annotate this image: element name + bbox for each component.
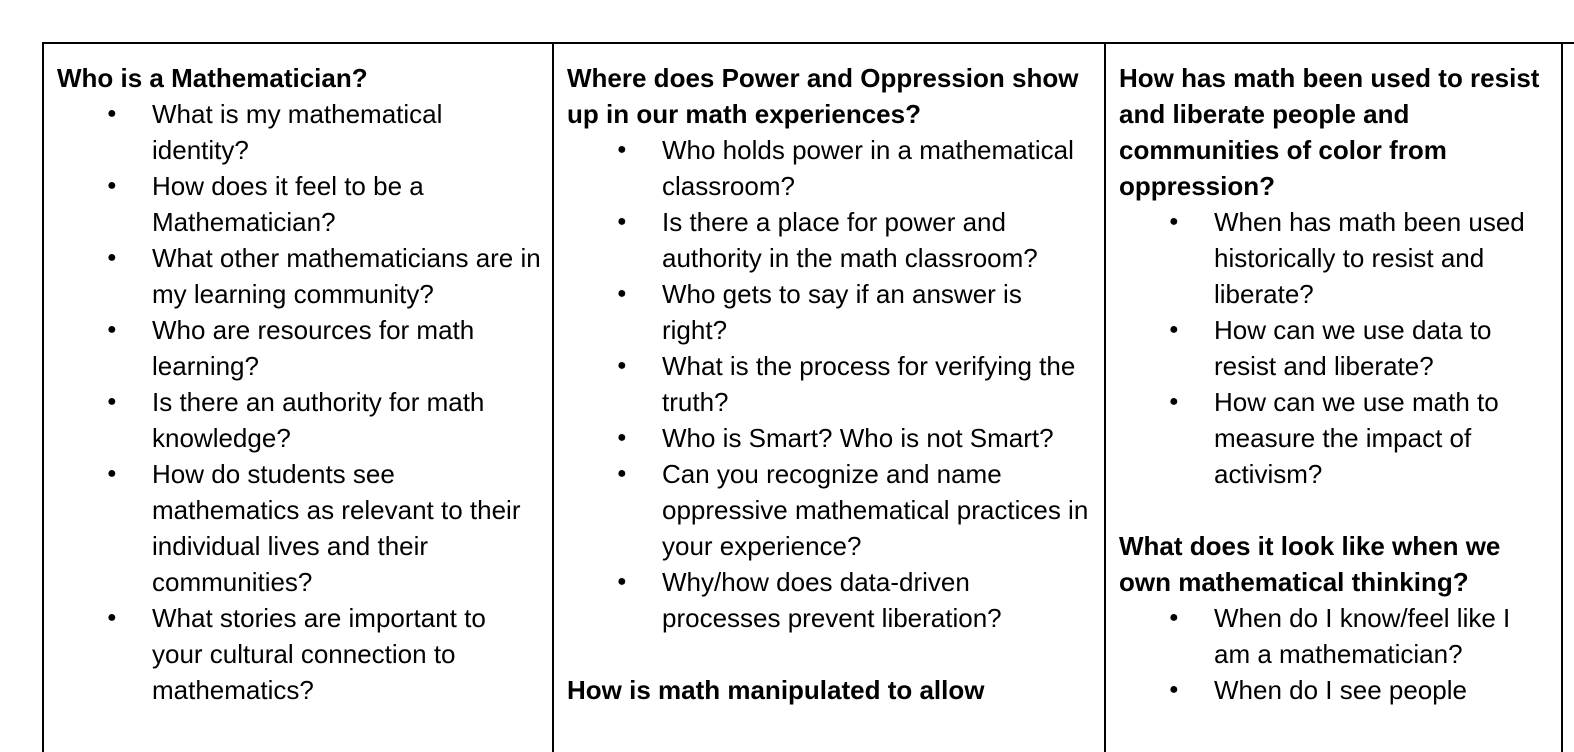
list-item: ● Who holds power in a mathematical classroom? [662,132,1094,204]
list-item: ● How can we use math to measure the impact of activism? [1214,384,1551,492]
list-item: ● What stories are important to your cultural connection to mathematics? [152,600,542,708]
table-cell-mathematician [43,43,553,752]
list-item: ● Can you recognize and name oppressive mathematical practices in your experience? [662,456,1094,564]
list-item: ● Why/how does data-driven processes prevent liberation? [662,564,1094,636]
list-item: ● How can we use data to resist and liberate? [1214,312,1551,384]
list-item: ● What is my mathematical identity? [152,96,542,168]
question-list [57,96,542,708]
table-cell-power-oppression [553,43,1105,752]
section-spacer [567,636,1094,672]
list-item: ● What other mathematicians are in my learning community? [152,240,542,312]
table-cell-truncated [1562,43,1574,752]
list-item: ● When do I see people [1214,672,1551,708]
list-item: ● Is there a place for power and authority in the math classroom? [662,204,1094,276]
section-spacer [1119,492,1551,528]
list-item: ● Who are resources for math learning? [152,312,542,384]
section-heading: How is math manipulated to allow [567,675,985,705]
content-table [42,42,1574,752]
section-heading: Where does Power and Oppression show up in our math experiences? [567,63,1079,129]
list-item: ● When has math been used historically to resist and liberate? [1214,204,1551,312]
section-heading: How has math been used to resist and liberate people and communities of color from oppression? [1119,63,1540,201]
list-item: ● Who gets to say if an answer is right? [662,276,1094,348]
question-list [1119,204,1551,492]
table-cell-resist-liberate [1105,43,1562,752]
section-heading: Who is a Mathematician? [57,63,368,93]
list-item: ● What is the process for verifying the truth? [662,348,1094,420]
list-item: ● When do I know/feel like I am a mathematician? [1214,600,1551,672]
list-item: ● Who is Smart? Who is not Smart? [662,420,1094,456]
list-item: ● Is there an authority for math knowledge? [152,384,542,456]
list-item: ● How do students see mathematics as relevant to their individual lives and their communities? [152,456,542,600]
section-heading: What does it look like when we own mathematical thinking? [1119,531,1501,597]
question-list [1119,600,1551,708]
table-row [43,43,1574,752]
list-item: ● How does it feel to be a Mathematician? [152,168,542,240]
question-list [567,132,1094,636]
